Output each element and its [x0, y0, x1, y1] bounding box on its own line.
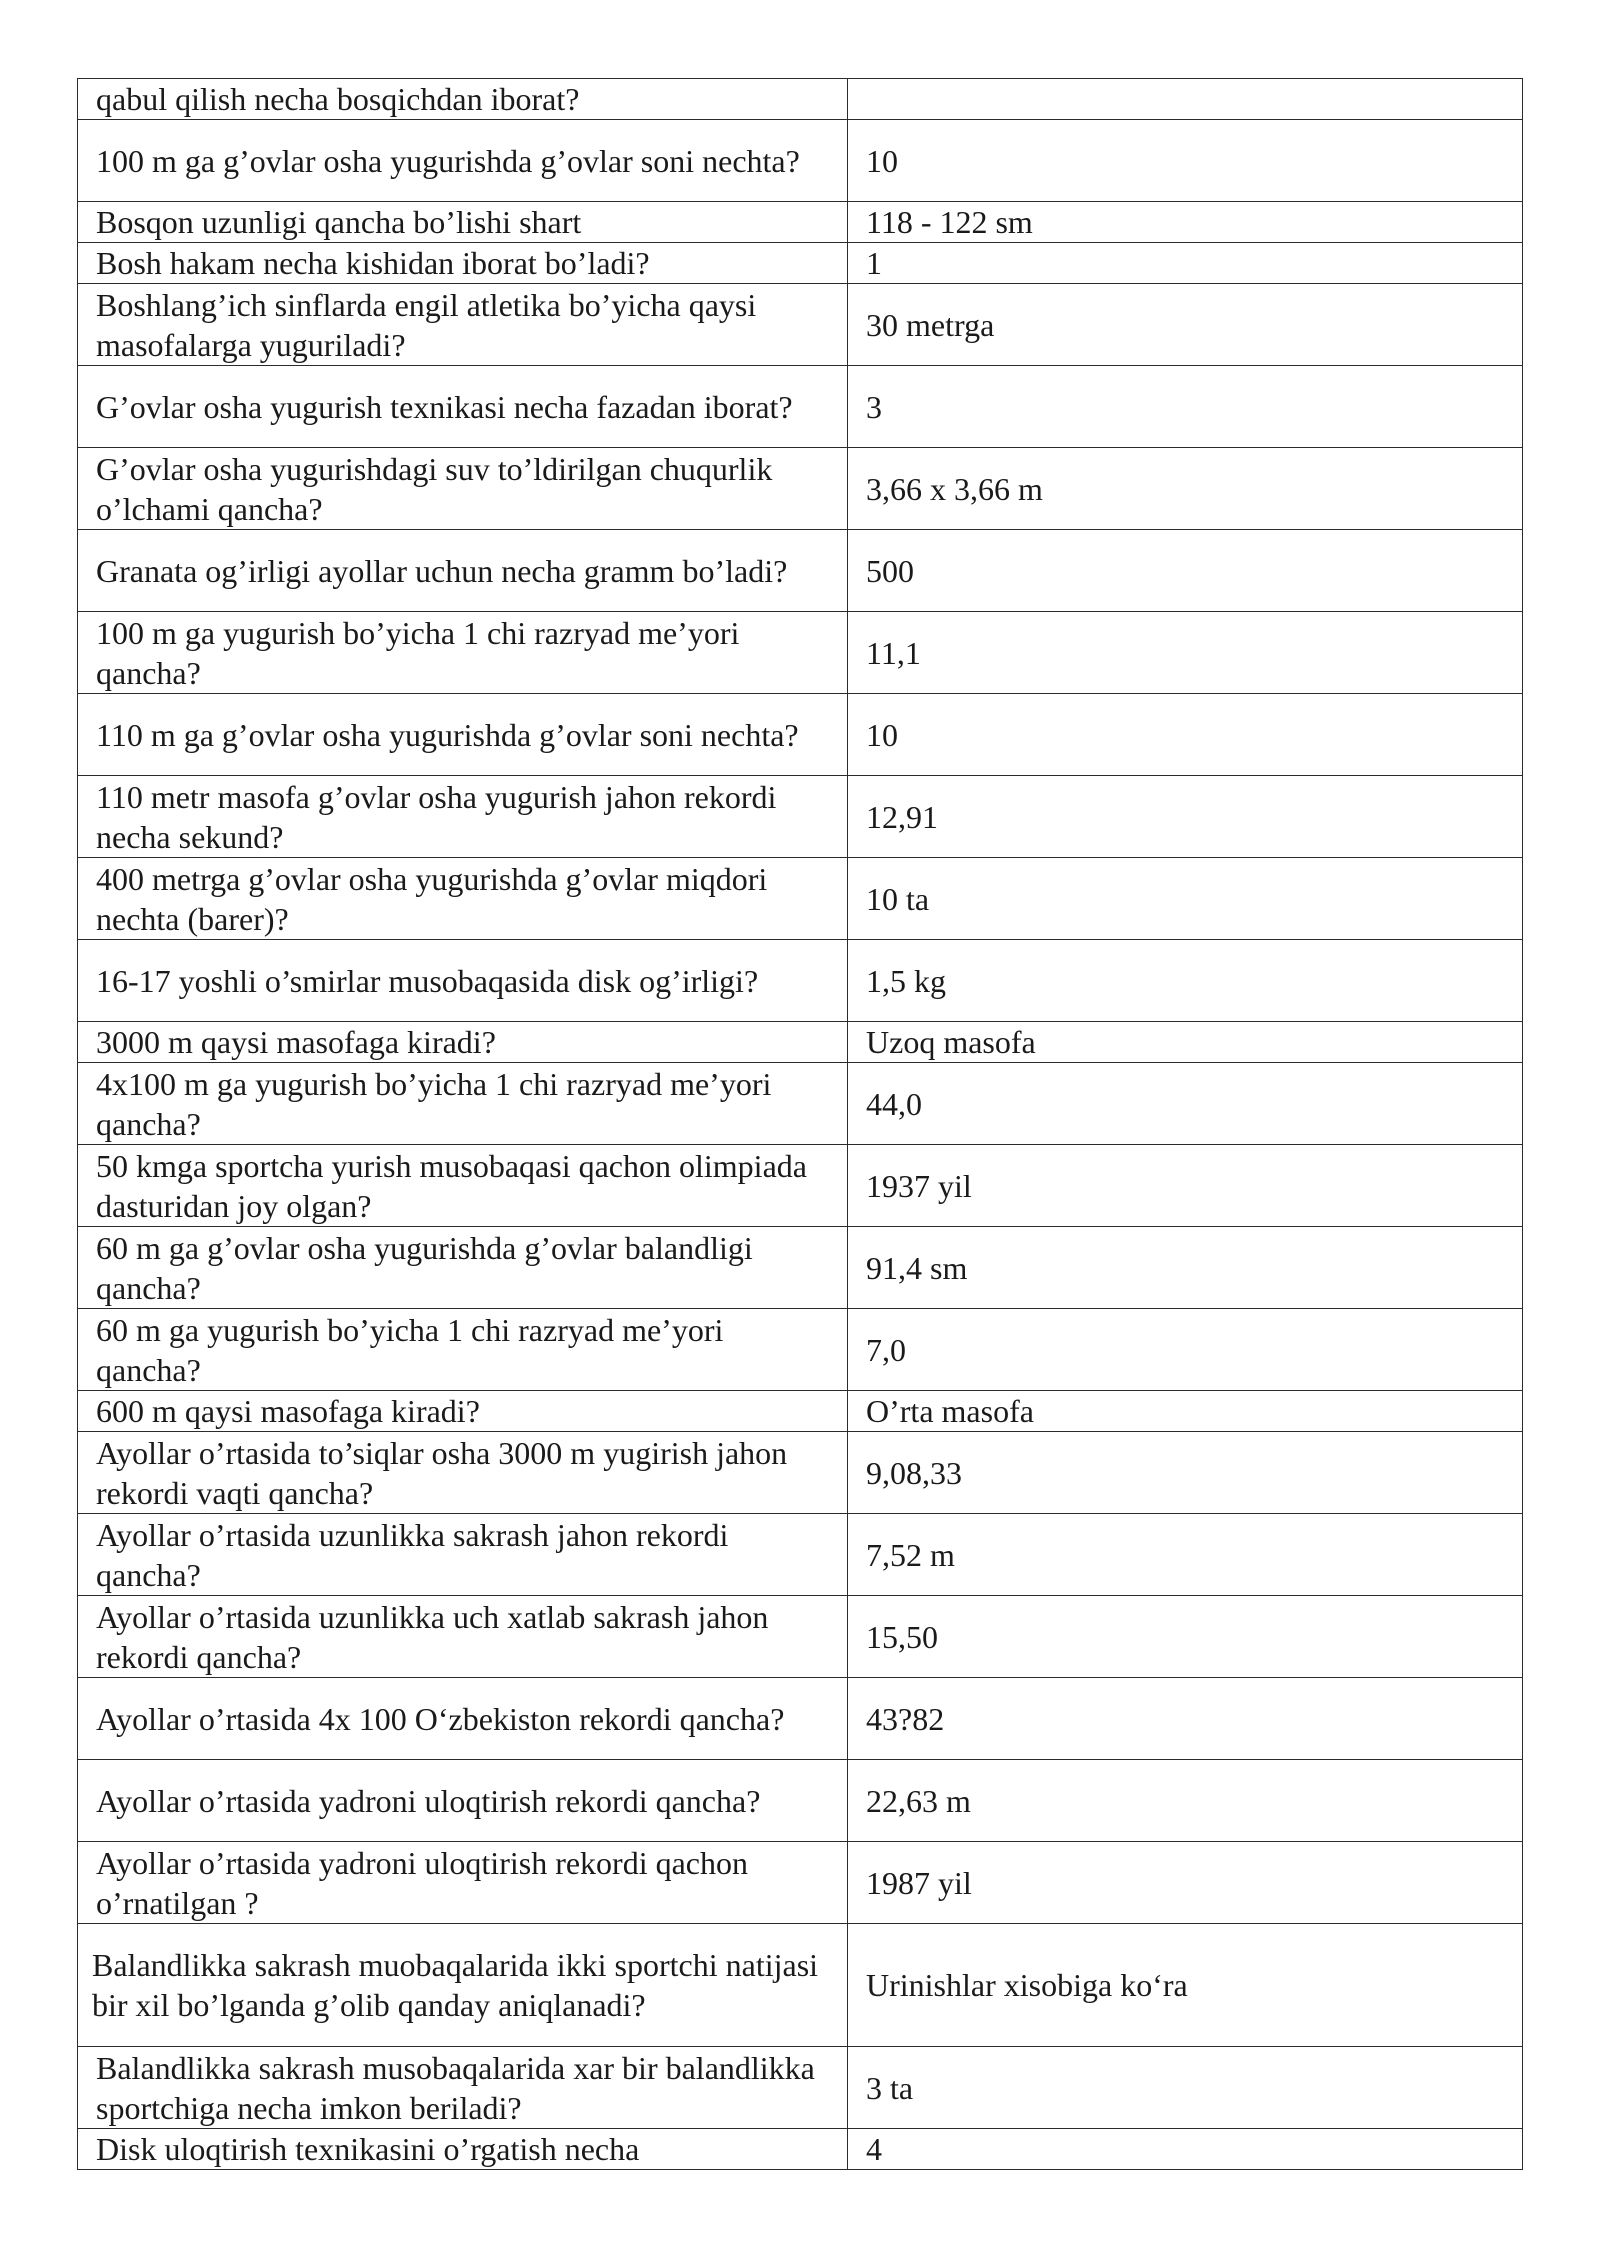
question-cell: Ayollar o’rtasida uzunlikka sakrash jahon rekordi qancha?: [78, 1514, 848, 1596]
question-cell: Balandlikka sakrash musobaqalarida xar bir balandlikka sportchiga necha imkon beriladi?: [78, 2047, 848, 2129]
answer-cell: Urinishlar xisobiga ko‘ra: [848, 1924, 1523, 2047]
table-row: [78, 1022, 1523, 1063]
answer-cell: [848, 79, 1523, 120]
question-cell: G’ovlar osha yugurish texnikasi necha fazadan iborat?: [78, 366, 848, 448]
answer-cell: 1: [848, 243, 1523, 284]
qa-table: [77, 78, 1523, 2170]
question-cell: 50 kmga sportcha yurish musobaqasi qachon olimpiada dasturidan joy olgan?: [78, 1145, 848, 1227]
table-row: [78, 1678, 1523, 1760]
answer-cell: 11,1: [848, 612, 1523, 694]
question-cell: 100 m ga g’ovlar osha yugurishda g’ovlar soni nechta?: [78, 120, 848, 202]
question-cell: 600 m qaysi masofaga kiradi?: [78, 1391, 848, 1432]
answer-cell: 3: [848, 366, 1523, 448]
table-row: [78, 776, 1523, 858]
table-row: [78, 1842, 1523, 1924]
question-cell: Ayollar o’rtasida to’siqlar osha 3000 m yugirish jahon rekordi vaqti qancha?: [78, 1432, 848, 1514]
answer-cell: 12,91: [848, 776, 1523, 858]
answer-cell: Uzoq masofa: [848, 1022, 1523, 1063]
answer-cell: 4: [848, 2129, 1523, 2170]
question-cell: 60 m ga g’ovlar osha yugurishda g’ovlar balandligi qancha?: [78, 1227, 848, 1309]
answer-cell: 22,63 m: [848, 1760, 1523, 1842]
table-row: [78, 202, 1523, 243]
table-row: [78, 940, 1523, 1022]
question-cell: G’ovlar osha yugurishdagi suv to’ldirilgan chuqurlik o’lchami qancha?: [78, 448, 848, 530]
table-row: [78, 694, 1523, 776]
answer-cell: 3,66 x 3,66 m: [848, 448, 1523, 530]
answer-cell: 1987 yil: [848, 1842, 1523, 1924]
table-row: [78, 120, 1523, 202]
table-row: [78, 448, 1523, 530]
question-cell: qabul qilish necha bosqichdan iborat?: [78, 79, 848, 120]
table-row: [78, 2129, 1523, 2170]
question-cell: Bosqon uzunligi qancha bo’lishi shart: [78, 202, 848, 243]
question-cell: 60 m ga yugurish bo’yicha 1 chi razryad me’yori qancha?: [78, 1309, 848, 1391]
question-cell: 400 metrga g’ovlar osha yugurishda g’ovlar miqdori nechta (barer)?: [78, 858, 848, 940]
table-row: [78, 858, 1523, 940]
table-row: [78, 1514, 1523, 1596]
table-row: [78, 243, 1523, 284]
question-cell: Ayollar o’rtasida 4x 100 O‘zbekiston rekordi qancha?: [78, 1678, 848, 1760]
table-row: [78, 1596, 1523, 1678]
answer-cell: 10 ta: [848, 858, 1523, 940]
table-row: [78, 1227, 1523, 1309]
table-row: [78, 1391, 1523, 1432]
answer-cell: 9,08,33: [848, 1432, 1523, 1514]
answer-cell: 1,5 kg: [848, 940, 1523, 1022]
table-row: [78, 79, 1523, 120]
question-cell: Granata og’irligi ayollar uchun necha gramm bo’ladi?: [78, 530, 848, 612]
answer-cell: 43?82: [848, 1678, 1523, 1760]
table-row: [78, 1924, 1523, 2047]
answer-cell: 15,50: [848, 1596, 1523, 1678]
table-row: [78, 1309, 1523, 1391]
table-row: [78, 1145, 1523, 1227]
table-row: [78, 2047, 1523, 2129]
question-cell: 110 m ga g’ovlar osha yugurishda g’ovlar soni nechta?: [78, 694, 848, 776]
question-cell: Ayollar o’rtasida uzunlikka uch xatlab sakrash jahon rekordi qancha?: [78, 1596, 848, 1678]
question-cell: Boshlang’ich sinflarda engil atletika bo’yicha qaysi masofalarga yuguriladi?: [78, 284, 848, 366]
table-row: [78, 530, 1523, 612]
question-cell: Balandlikka sakrash muobaqalarida ikki sportchi natijasi bir xil bo’lganda g’olib qanday aniqlanadi?: [78, 1924, 848, 2047]
answer-cell: 10: [848, 694, 1523, 776]
answer-cell: 10: [848, 120, 1523, 202]
answer-cell: 7,52 m: [848, 1514, 1523, 1596]
question-cell: 16-17 yoshli o’smirlar musobaqasida disk og’irligi?: [78, 940, 848, 1022]
table-row: [78, 1760, 1523, 1842]
answer-cell: 118 - 122 sm: [848, 202, 1523, 243]
table-row: [78, 612, 1523, 694]
answer-cell: 3 ta: [848, 2047, 1523, 2129]
table-row: [78, 1063, 1523, 1145]
question-cell: 4x100 m ga yugurish bo’yicha 1 chi razryad me’yori qancha?: [78, 1063, 848, 1145]
table-row: [78, 366, 1523, 448]
table-row: [78, 1432, 1523, 1514]
table-row: [78, 284, 1523, 366]
question-cell: Ayollar o’rtasida yadroni uloqtirish rekordi qancha?: [78, 1760, 848, 1842]
question-cell: Ayollar o’rtasida yadroni uloqtirish rekordi qachon o’rnatilgan ?: [78, 1842, 848, 1924]
answer-cell: 500: [848, 530, 1523, 612]
question-cell: 3000 m qaysi masofaga kiradi?: [78, 1022, 848, 1063]
qa-table-body: [78, 79, 1523, 2170]
answer-cell: 91,4 sm: [848, 1227, 1523, 1309]
answer-cell: 1937 yil: [848, 1145, 1523, 1227]
answer-cell: 44,0: [848, 1063, 1523, 1145]
question-cell: Disk uloqtirish texnikasini o’rgatish necha: [78, 2129, 848, 2170]
question-cell: 100 m ga yugurish bo’yicha 1 chi razryad me’yori qancha?: [78, 612, 848, 694]
answer-cell: 7,0: [848, 1309, 1523, 1391]
question-cell: 110 metr masofa g’ovlar osha yugurish jahon rekordi necha sekund?: [78, 776, 848, 858]
answer-cell: 30 metrga: [848, 284, 1523, 366]
question-cell: Bosh hakam necha kishidan iborat bo’ladi?: [78, 243, 848, 284]
answer-cell: O’rta masofa: [848, 1391, 1523, 1432]
